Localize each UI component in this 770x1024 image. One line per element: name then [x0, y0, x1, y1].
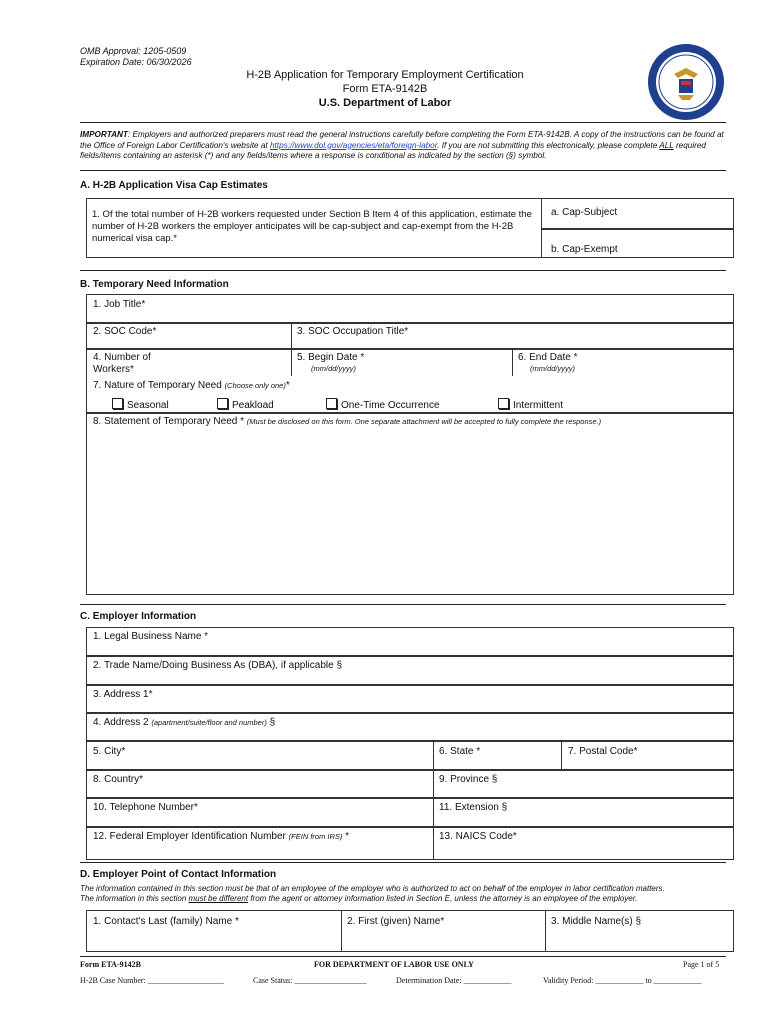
divider — [341, 910, 342, 952]
section-b-box — [86, 294, 734, 595]
divider — [86, 797, 734, 799]
option-one-time[interactable]: One-Time Occurrence — [326, 398, 440, 411]
option-seasonal[interactable]: Seasonal — [112, 398, 169, 411]
form-number: Form ETA-9142B — [342, 83, 428, 95]
province-field[interactable]: 9. Province § — [439, 774, 498, 785]
option-peakload[interactable]: Peakload — [217, 398, 274, 411]
divider — [86, 826, 734, 828]
divider — [80, 270, 726, 271]
expiration-date: Expiration Date: 06/30/2026 — [80, 57, 192, 67]
checkbox-icon[interactable] — [498, 398, 509, 409]
checkbox-icon[interactable] — [112, 398, 123, 409]
cap-question: 1. Of the total number of H-2B workers requested under Section B Item 4 of this application, estimate the number of H-2B workers the employer anticipates will be cap-subject and cap-exempt from the H-2B numerical visa cap.* — [92, 209, 532, 244]
begin-date-field[interactable]: 5. Begin Date * — [297, 352, 365, 363]
footer-dol-use: FOR DEPARTMENT OF LABOR USE ONLY — [314, 960, 474, 969]
section-d-heading: D. Employer Point of Contact Information — [80, 869, 277, 880]
section-d-note: The information contained in this section must be that of an employee of the employer who is authorized to act on behalf of the employer in labor certification matters. The information in this section must be different from the agent or attorney information listed in Section E, unless the attorney is an employee of the employer. — [80, 884, 665, 903]
divider — [86, 322, 734, 324]
footer-form-name: Form ETA-9142B — [80, 960, 141, 969]
divider — [86, 769, 734, 771]
divider — [80, 122, 726, 123]
checkbox-icon[interactable] — [326, 398, 337, 409]
checkbox-icon[interactable] — [217, 398, 228, 409]
divider — [86, 655, 734, 657]
form-title: H-2B Application for Temporary Employment Certification — [246, 69, 524, 81]
divider — [512, 348, 513, 376]
divider — [291, 322, 292, 376]
omb-approval: OMB Approval: 1205-0509 — [80, 46, 187, 56]
footer-determination-date: Determination Date: ____________ — [396, 976, 512, 985]
divider — [86, 412, 734, 414]
address2-field[interactable]: 4. Address 2 (apartment/suite/floor and number) § — [93, 717, 276, 728]
department-name: U.S. Department of Labor — [318, 97, 452, 109]
state-field[interactable]: 6. State * — [439, 746, 481, 757]
divider — [80, 862, 726, 863]
trade-name-field[interactable]: 2. Trade Name/Doing Business As (DBA), if applicable § — [93, 660, 343, 671]
divider — [541, 228, 734, 230]
telephone-field[interactable]: 10. Telephone Number* — [93, 802, 198, 813]
begin-date-format: (mm/dd/yyyy) — [311, 364, 356, 373]
soc-code-field[interactable]: 2. SOC Code* — [93, 326, 157, 337]
footer-case-status: Case Status: __________________ — [253, 976, 367, 985]
option-intermittent[interactable]: Intermittent — [498, 398, 563, 411]
address1-field[interactable]: 3. Address 1* — [93, 689, 153, 700]
divider — [545, 910, 546, 952]
footer-page-number: Page 1 of 5 — [683, 960, 720, 969]
section-b-heading: B. Temporary Need Information — [80, 279, 229, 290]
contact-middle-name-field[interactable]: 3. Middle Name(s) § — [551, 916, 642, 927]
divider — [86, 740, 734, 742]
divider — [86, 684, 734, 686]
end-date-format: (mm/dd/yyyy) — [530, 364, 575, 373]
divider — [80, 956, 726, 957]
footer-case-number: H-2B Case Number: ___________________ — [80, 976, 224, 985]
section-a-heading: A. H-2B Application Visa Cap Estimates — [80, 180, 268, 191]
city-field[interactable]: 5. City* — [93, 746, 126, 757]
divider — [80, 170, 726, 171]
divider — [433, 740, 434, 860]
fein-field[interactable]: 12. Federal Employer Identification Number (FEIN from IRS) * — [93, 831, 350, 842]
job-title-field[interactable]: 1. Job Title* — [93, 299, 146, 310]
soc-title-field[interactable]: 3. SOC Occupation Title* — [297, 326, 409, 337]
end-date-field[interactable]: 6. End Date * — [518, 352, 578, 363]
contact-last-name-field[interactable]: 1. Contact's Last (family) Name * — [93, 916, 239, 927]
divider — [561, 740, 562, 769]
nature-of-need-label: 7. Nature of Temporary Need (Choose only one)* — [93, 380, 290, 391]
section-c-heading: C. Employer Information — [80, 611, 197, 622]
olfc-website-link[interactable]: https://www.dol.gov/agencies/eta/foreign-labor — [269, 140, 438, 150]
contact-first-name-field[interactable]: 2. First (given) Name* — [347, 916, 445, 927]
footer-validity-period: Validity Period: ____________ to ____________ — [543, 976, 702, 985]
country-field[interactable]: 8. Country* — [93, 774, 144, 785]
dol-seal-icon — [648, 44, 724, 120]
num-workers-field[interactable]: 4. Number of Workers* — [93, 352, 151, 375]
legal-name-field[interactable]: 1. Legal Business Name * — [93, 631, 209, 642]
naics-field[interactable]: 13. NAICS Code* — [439, 831, 517, 842]
divider — [80, 604, 726, 605]
cap-exempt-field[interactable]: b. Cap-Exempt — [551, 244, 618, 255]
postal-code-field[interactable]: 7. Postal Code* — [568, 746, 638, 757]
divider — [86, 348, 734, 350]
statement-of-need-field[interactable]: 8. Statement of Temporary Need * (Must be disclosed on this form. One separate attachment will be accepted to fully complete the response.) — [93, 416, 602, 427]
important-notice: IMPORTANT: Employers and authorized preparers must read the general instructions carefully before completing the Form ETA-9142B. A copy of the instructions can be found at the Office of Foreign Labor Certification's website at https://www.dol.gov/agencies/eta/foreign-labor. If you are not submitting this electronically, please complete ALL required fields/items containing an asterisk (*) and any fields/items where a response is conditional as indicated by the section (§) symbol. — [80, 130, 724, 161]
extension-field[interactable]: 11. Extension § — [439, 802, 508, 813]
cap-subject-field[interactable]: a. Cap-Subject — [551, 207, 618, 218]
omb-block — [80, 46, 192, 68]
divider — [86, 712, 734, 714]
